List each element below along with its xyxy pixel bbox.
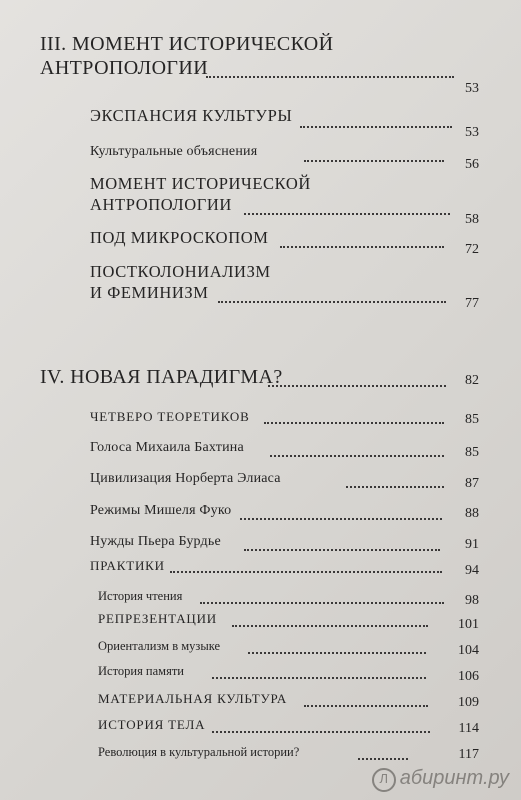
- leader-dots: [264, 422, 444, 424]
- page-number: 104: [458, 643, 479, 658]
- leader-dots: [304, 160, 444, 162]
- leader-dots: [218, 301, 446, 303]
- page-number: 87: [465, 476, 479, 491]
- leader-dots: [212, 677, 426, 679]
- leader-dots: [244, 213, 450, 215]
- leader-dots: [170, 571, 442, 573]
- toc-entry: ПОСТКОЛОНИАЛИЗМ: [90, 262, 271, 281]
- toc-entry: Культуральные объяснения: [90, 144, 258, 159]
- leader-dots: [200, 602, 444, 604]
- watermark: [372, 767, 509, 792]
- toc-entry: Нужды Пьера Бурдье: [90, 534, 221, 549]
- page-number: 106: [458, 669, 479, 684]
- leader-dots: [270, 455, 444, 457]
- page-number: 85: [465, 412, 479, 427]
- toc-entry: Революция в культуральной истории?: [98, 745, 300, 759]
- page-number: 58: [465, 212, 479, 227]
- toc-entry: Ориентализм в музыке: [98, 639, 221, 653]
- page-number: 53: [465, 125, 479, 140]
- toc-entry: ПРАКТИКИ: [90, 558, 165, 573]
- page-number: 53: [465, 81, 479, 96]
- toc-entry: ЧЕТВЕРО ТЕОРЕТИКОВ: [90, 409, 250, 424]
- toc-entry: МОМЕНТ ИСТОРИЧЕСКОЙ: [90, 174, 311, 193]
- toc-entry: ЭКСПАНСИЯ КУЛЬТУРЫ: [90, 106, 293, 125]
- page-number: 109: [458, 695, 479, 710]
- leader-dots: [232, 625, 428, 627]
- section-title-line-1: III. МОМЕНТ ИСТОРИЧЕСКОЙ: [40, 33, 334, 55]
- page-number: 82: [465, 373, 479, 388]
- page-number: 56: [465, 157, 479, 172]
- toc-entry: РЕПРЕЗЕНТАЦИИ: [98, 611, 217, 626]
- leader-dots: [280, 246, 444, 248]
- toc-entry: Цивилизация Норберта Элиаса: [90, 471, 281, 486]
- leader-dots: [300, 126, 452, 128]
- leader-dots: [240, 518, 442, 520]
- watermark-text: абиринт.ру: [399, 767, 509, 789]
- leader-dots: [346, 486, 444, 488]
- page-number: 94: [465, 563, 479, 578]
- leader-dots: [212, 731, 430, 733]
- page-number: 85: [465, 445, 479, 460]
- toc-entry: АНТРОПОЛОГИИ: [90, 195, 232, 214]
- section-title-line-2: АНТРОПОЛОГИИ: [40, 57, 209, 79]
- leader-dots: [304, 705, 428, 707]
- leader-dots: [244, 549, 440, 551]
- toc-entry: История чтения: [98, 589, 183, 603]
- toc-entry: ИСТОРИЯ ТЕЛА: [98, 717, 206, 732]
- leader-dots: [206, 76, 454, 78]
- toc-entry: ПОД МИКРОСКОПОМ: [90, 228, 269, 247]
- page-number: 98: [465, 593, 479, 608]
- page-number: 72: [465, 242, 479, 257]
- toc-entry: И ФЕМИНИЗМ: [90, 283, 209, 302]
- page-number: 114: [458, 721, 479, 736]
- page-number: 91: [465, 537, 479, 552]
- page-number: 117: [458, 747, 479, 762]
- toc-entry: Голоса Михаила Бахтина: [90, 440, 244, 455]
- labyrinth-logo-icon: Л: [372, 768, 396, 792]
- toc-entry: Режимы Мишеля Фуко: [90, 503, 232, 518]
- page-number: 88: [465, 506, 479, 521]
- toc-entry: История памяти: [98, 664, 184, 678]
- leader-dots: [248, 652, 426, 654]
- toc-entry: МАТЕРИАЛЬНАЯ КУЛЬТУРА: [98, 691, 288, 706]
- leader-dots: [268, 385, 446, 387]
- page-number: 101: [458, 617, 479, 632]
- page-number: 77: [465, 296, 479, 311]
- leader-dots: [358, 758, 408, 760]
- section-title: IV. НОВАЯ ПАРАДИГМА?: [40, 366, 283, 388]
